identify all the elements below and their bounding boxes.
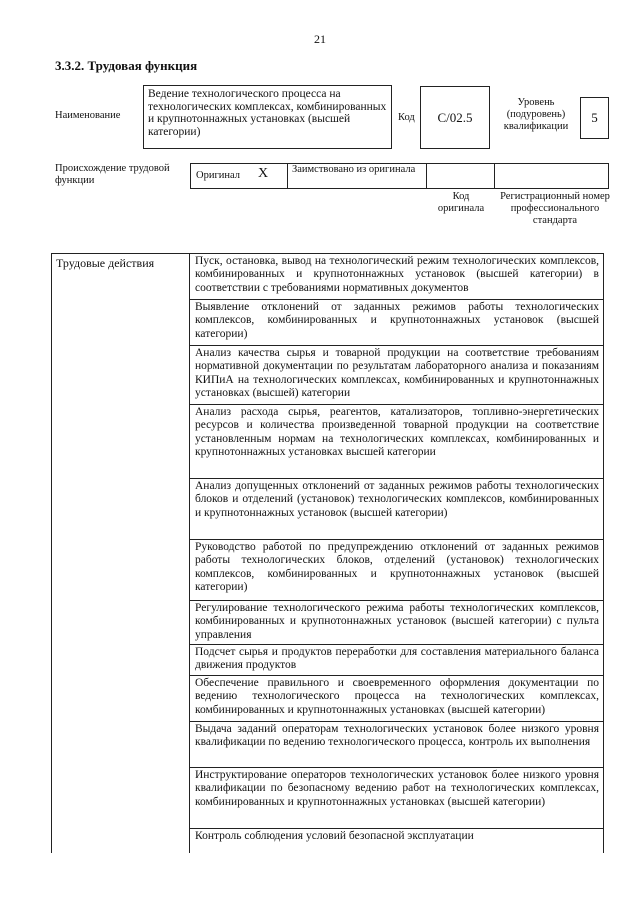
function-code: С/02.5 — [420, 86, 490, 149]
labor-action-item: Контроль соблюдения условий безопасной эксплуатации — [189, 828, 604, 853]
labor-action-item: Выявление отклонений от заданных режимов работы технологических комплексов, комбинированных и крупнотоннажных установок (высшей категории) — [189, 299, 604, 346]
labor-action-item: Инструктирование операторов технологических установок более низкого уровня квалификации по безопасному ведению работ на технологических комплексах, комбинированных и крупнотоннажных установках (высшей категории) — [189, 767, 604, 829]
labor-action-item: Подсчет сырья и продуктов переработки для составления материального баланса движения продуктов — [189, 644, 604, 676]
origin-label: Происхождение трудовой функции — [55, 163, 170, 186]
labor-action-item: Пуск, остановка, вывод на технологический режим технологических комплексов, комбинированных и крупнотоннажных установок (высшей категории) в соответствии с требованиями нормативных документов — [189, 253, 604, 300]
level-label: Уровень (подуровень) квалификации — [503, 97, 569, 132]
labor-action-item: Обеспечение правильного и своевременного оформления документации по ведению технологического процесса на технологических комплексах, комбинированных и крупнотоннажных установках (высшей категории) — [189, 675, 604, 722]
reg-number-caption: Регистрационный номер профессионального стандарта — [500, 191, 610, 226]
code-label: Код — [398, 112, 415, 123]
borrowed-label: Заимствовано из оригинала — [292, 164, 416, 175]
labor-action-item: Анализ расхода сырья, реагентов, катализаторов, топливно-энергетических ресурсов и количества произведенной товарной продукции на соответствие установленным нормам на технологических комплексах, комбинированных и крупнотоннажных установках высшей категории — [189, 404, 604, 479]
labor-action-item: Анализ допущенных отклонений от заданных режимов работы технологических блоков и отделений (установок) технологических комплексов, комбинированных и крупнотоннажных установок (высшей категории) — [189, 478, 604, 540]
name-label: Наименование — [55, 110, 121, 121]
original-label: Оригинал — [196, 170, 240, 181]
qualification-level: 5 — [580, 97, 609, 139]
section-title: 3.3.2. Трудовая функция — [55, 58, 198, 73]
labor-actions-label: Трудовые действия — [51, 253, 189, 853]
page-number: 21 — [314, 32, 326, 46]
code-original-caption: Код оригинала — [437, 191, 485, 214]
labor-action-item: Выдача заданий операторам технологических установок более низкого уровня квалификации по ведению технологического процесса, контроль их выполнения — [189, 721, 604, 768]
function-name: Ведение технологического процесса на технологических комплексах, комбинированных и крупнотоннажных установках (высшей категории) — [143, 85, 392, 149]
labor-action-item: Руководство работой по предупреждению отклонений от заданных режимов работы технологических блоков, отделений (установок) технологических комплексов, комбинированных и крупнотоннажных установок (высшей категории) — [189, 539, 604, 601]
labor-action-item: Регулирование технологического режима работы технологических комплексов, комбинированных и крупнотоннажных установок (высшей категории) с пульта управления — [189, 600, 604, 645]
labor-action-item: Анализ качества сырья и товарной продукции на соответствие требованиям нормативной документации по результатам лабораторного анализа и показаниям КИПиА на технологических комплексах, комбинированных и крупнотоннажных установках (высшей) категории — [189, 345, 604, 405]
original-mark: Х — [258, 166, 269, 181]
